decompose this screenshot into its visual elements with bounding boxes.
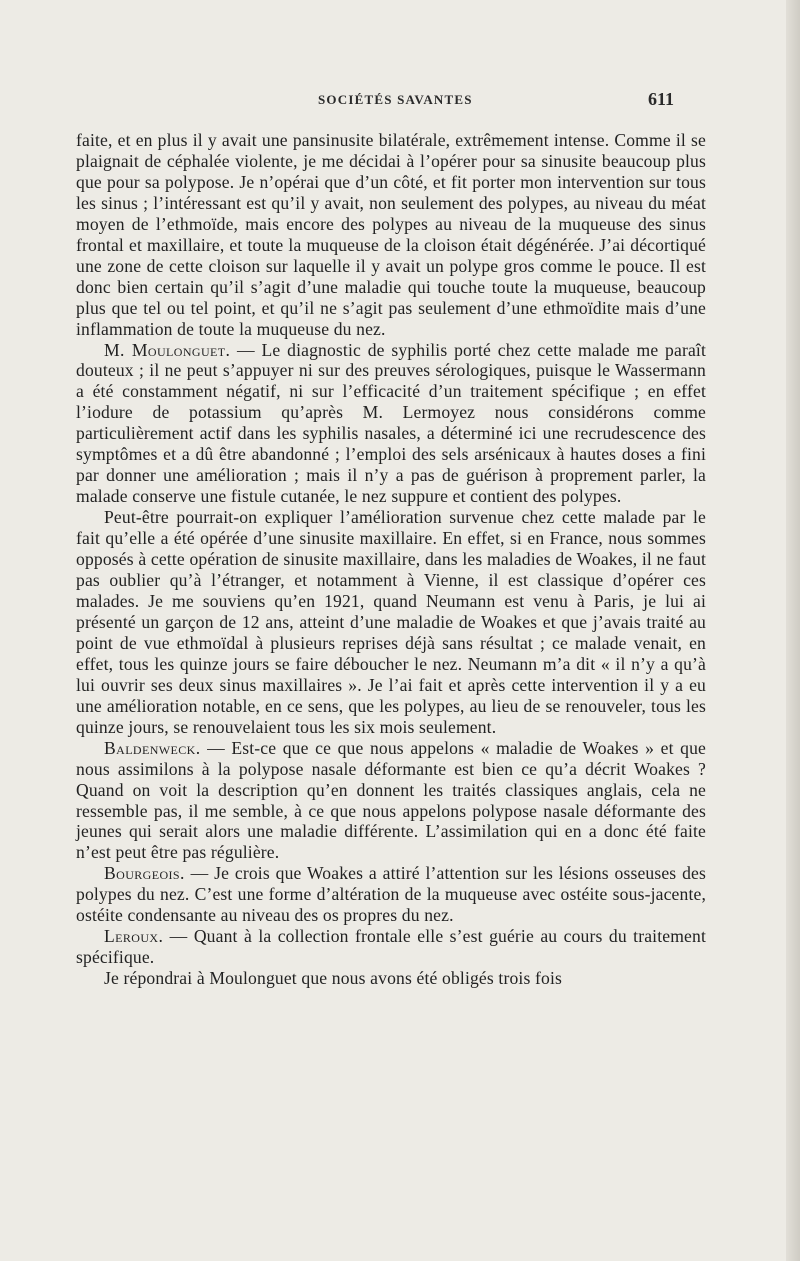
paragraph-text: faite, et en plus il y avait une pansinusite bilatérale, extrêmement intense. Comme il se plaignait de céphalée violente, je me décidai à l’opérer pour sa sinusite beaucoup plus que pour sa polypose. Je n’opérai que d’un côté, et fit porter mon intervention sur tous les sinus ; l’intéressant est qu’il y avait, non seulement des polypes, au niveau du méat moyen de l’ethmoïde, mais encore des polypes au niveau de la muqueuse des sinus frontal et maxillaire, et toute la muqueuse de la cloison était dégénérée. J’ai décortiqué une zone de cette cloison sur laquelle il y avait un polype gros comme le pouce. Il est donc bien certain qu’il s’agit d’une maladie qui touche toute la muqueuse, beaucoup plus que tel ou tel point, et qu’il ne s’agit pas seulement d’une ethmoïdite mais d’une inflammation de toute la muqueuse du nez. bbox=[76, 130, 706, 339]
paragraph-bourgeois bbox=[76, 863, 706, 926]
speaker-name: M. Moulonguet. bbox=[104, 339, 231, 360]
speaker-name: Leroux. bbox=[104, 926, 164, 947]
body-text bbox=[76, 130, 706, 989]
speaker-name: Baldenweck. bbox=[104, 737, 201, 758]
paragraph-baldenweck bbox=[76, 738, 706, 864]
paragraph-text: Je répondrai à Moulonguet que nous avons été obligés trois fois bbox=[104, 968, 563, 989]
paragraph-continuation bbox=[76, 130, 706, 340]
running-head bbox=[0, 90, 800, 114]
paragraph-text: Peut-être pourrait-on expliquer l’amélioration survenue chez cette malade par le fait qu’elle a été opérée d’une sinusite maxillaire. En effet, si en France, nous sommes opposés à cette opération de sinusite maxillaire, dans les maladies de Woakes, il ne faut pas oublier qu’à l’étranger, et notamment à Vienne, il est classique d’opérer ces malades. Je me souviens qu’en 1921, quand Neumann est venu à Paris, je lui ai présenté un garçon de 12 ans, atteint d’une maladie de Woakes et que j’avais traité au point de vue ethmoïdal à plusieurs reprises déjà sans résultat ; ce malade venait, en effet, tous les quinze jours se faire déboucher le nez. Neumann m’a dit « il n’y a qu’à lui ouvrir ses deux sinus maxillaires ». Je l’ai fait et après cette intervention il y a eu une amélioration notable, en ce sens, que les polypes, au lieu de se renouveler, tous les quinze jours, se renouvelaient tous les six mois seulement. bbox=[76, 507, 706, 737]
paragraph-text: — Je crois que Woakes a attiré l’attention sur les lésions osseuses des polypes du nez. C’est une forme d’altération de la muqueuse avec ostéite sous-jacente, ostéite condensante au niveau des os propres du nez. bbox=[76, 863, 706, 926]
page-edge-shadow bbox=[786, 0, 800, 1261]
page-number: 611 bbox=[648, 89, 675, 109]
speaker-name: Bourgeois. bbox=[104, 863, 185, 884]
paragraph-text: — Est-ce que ce que nous appelons « maladie de Woakes » et que nous assimilons à la polypose nasale déformante est bien ce qu’a décrit Woakes ? Quand on voit la description qu’en donnent les traités classiques anglais, cela ne ressemble pas, il me semble, à ce que nous appelons polypose nasale déformante des jeunes qui serait alors une maladie différente. L’assimilation qui en a donc été faite n’est peut être pas régulière. bbox=[76, 737, 706, 863]
paragraph-text: — Quant à la collection frontale elle s’est guérie au cours du traitement spécifique. bbox=[76, 926, 706, 968]
running-title: SOCIÉTÉS SAVANTES bbox=[318, 92, 473, 107]
paragraph-leroux bbox=[76, 926, 706, 968]
paragraph-reply bbox=[76, 968, 706, 989]
paragraph-moulonguet bbox=[76, 340, 706, 508]
paragraph-amelioration bbox=[76, 507, 706, 737]
paragraph-text: — Le diagnostic de syphilis porté chez cette malade me paraît douteux ; il ne peut s’appuyer ni sur des preuves sérologiques, puisque le Wassermann a été constamment négatif, ni sur l’efficacité d’un traitement spécifique ; en effet l’iodure de potassium qu’après M. Lermoyez nous considérons comme particulièrement actif dans les syphilis nasales, a déterminé ici une recrudescence des symptômes et a dû être abandonné ; l’emploi des sels arsénicaux à hautes doses a fini par donner une amélioration ; mais il n’y a pas de guérison à proprement parler, la malade conserve une fistule cutanée, le nez suppure et contient des polypes. bbox=[76, 339, 706, 507]
